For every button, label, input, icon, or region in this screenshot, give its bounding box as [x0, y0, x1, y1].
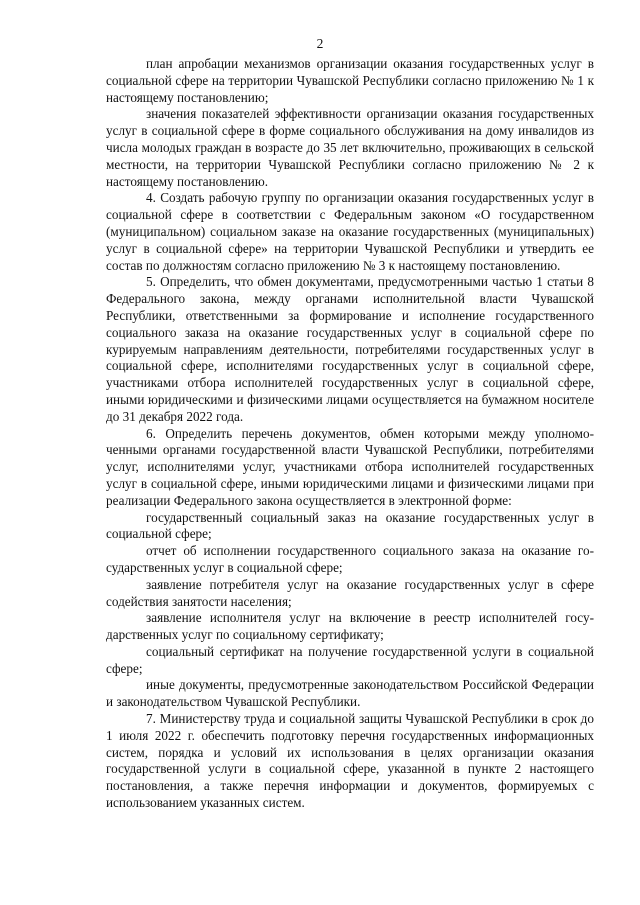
paragraph-efficiency-indicators: значения показателей эффективности организации оказания государственных услуг в социальной сфере в форме социального обслуживания на дому инвалидов из числа молодых граждан в возрасте до 35 лет включительно, проживающих в сельской местности, на территории Чувашской Республики согласно приложению № 2 к настоящему постановлению. [106, 106, 594, 189]
list-item-executor-application: заявление исполнителя услуг на включение в реестр исполнителей государственных услуг по социальному сертификату; [106, 610, 594, 643]
paragraph-item-6-document-list: 6. Определить перечень документов, обмен которыми между уполномоченными органами государственной власти Чувашской Республики, потребителями услуг, исполнителями услуг, участниками отбора исполнителей государственных услуг в социальной сфере, иными юридическими лицами и физическими лицами при реализации Федерального закона осуществляется в электронной форме: [106, 425, 594, 508]
paragraph-item-4-working-group: 4. Создать рабочую группу по организации оказания государственных услуг в социальной сфере в соответствии с Федеральным законом «О государственном (муниципальном) социальном заказе на оказание государственных (муниципальных) услуг в социальной сфере» на территории Чувашской Республики и утвердить ее состав по должностям согласно приложению № 3 к настоящему постановлению. [106, 190, 594, 273]
list-item-consumer-application: заявление потребителя услуг на оказание государственных услуг в сфере содействия занятости населения; [106, 576, 594, 609]
list-item-execution-report: отчет об исполнении государственного социального заказа на оказание государственных услуг в социальной сфере; [106, 543, 594, 575]
list-item-other-documents: иные документы, предусмотренные законодательством Российской Федерации и законодательством Чувашской Республики. [106, 677, 594, 710]
list-item-social-certificate: социальный сертификат на получение государственной услуги в социальной сфере; [106, 643, 594, 676]
list-item-social-order: государственный социальный заказ на оказание государственных услуг в социальной сфере; [106, 509, 594, 542]
page-number: 2 [316, 36, 324, 51]
document-body [106, 56, 594, 812]
paragraph-item-7-ministry: 7. Министерству труда и социальной защиты Чувашской Республики в срок до 1 июля 2022 г. обеспечить подготовку перечня государственных информационных систем, порядка и условий их использования в целях организации оказания государственной услуги в социальной сфере, указанной в пункте 2 настоящего постановления, а также перечня информации и документов, формируемых с использованием указанных систем. [106, 711, 594, 811]
paragraph-plan-approbation: план апробации механизмов организации оказания государственных услуг в социальной сфере на территории Чувашской Республики согласно приложению № 1 к настоящему постановлению; [106, 56, 594, 105]
paragraph-item-5-document-exchange: 5. Определить, что обмен документами, предусмотренными частью 1 статьи 8 Федерального закона, между органами исполнительной власти Чувашской Республики, ответственными за формирование и исполнение государственного социального заказа на оказание государственных услуг в социальной сфере по курируемым направлениям деятельности, потребителями государственных услуг в социальной сфере, исполнителями государственных услуг в социальной сфере, участниками отбора исполнителей государственных услуг в социальной сфере, иными юридическими и физическими лицами осуществляется на бумажном носителе до 31 декабря 2022 года. [106, 274, 594, 424]
